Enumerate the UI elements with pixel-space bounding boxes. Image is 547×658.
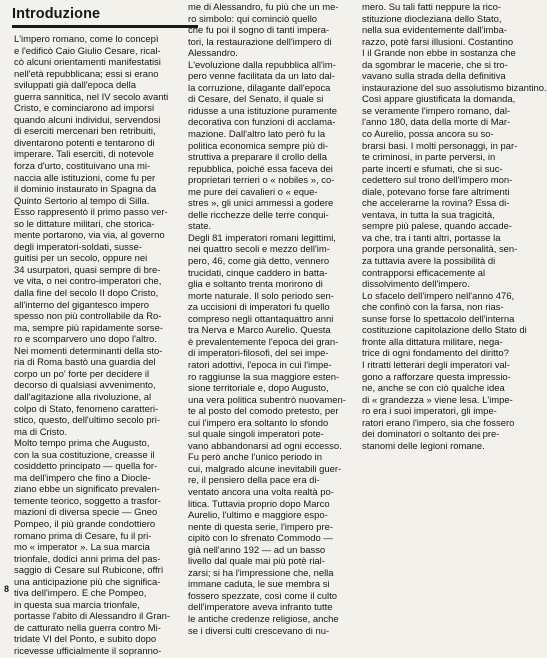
paragraph: [362, 94, 526, 290]
text-line: te criminosi, in parte perversi, in: [362, 152, 496, 164]
text-line: sione territoriale e, dopo Augusto,: [188, 383, 329, 395]
text-line: Quinto Sertorio al tempo di Silla.: [14, 195, 150, 207]
text-line: ziano ebbe un significato prevalen-: [14, 484, 160, 496]
paragraph: [14, 438, 174, 657]
text-line: so le dittature militari, che storica-: [14, 218, 155, 230]
text-line: Fu però anche l'unico periodo in: [188, 452, 323, 464]
paragraph: [362, 291, 526, 453]
text-line: dall'agitazione alla rivoluzione, al: [14, 391, 152, 403]
text-line: in questa sua marcia trionfale,: [14, 599, 140, 611]
text-column-1: [14, 34, 174, 657]
text-line: se veramente l'impero romano, dal-: [362, 105, 511, 117]
text-line: naccia alle istituzioni, come fu per: [14, 172, 156, 184]
text-line: co Aurelio, possa ancora su so-: [362, 129, 494, 141]
paragraph: [188, 2, 350, 60]
text-line: immane caduta, le sue membra si: [188, 579, 330, 591]
text-line: stituzione diocleziana dello Stato,: [362, 13, 502, 25]
text-line: pero, 46, come già detto, vennero: [188, 256, 330, 268]
text-line: nente di questa serie, l'impero pre-: [188, 521, 334, 533]
text-line: me pure dei cavalieri o « eque-: [188, 186, 318, 198]
paragraph: [188, 233, 350, 637]
text-line: spesso non più controllabile da Ro-: [14, 311, 162, 323]
text-line: ma dell'impero che fino a Diocle-: [14, 472, 151, 484]
text-line: fronte alla dittatura militare, nega-: [362, 336, 503, 348]
text-line: Così appare giustificata la domanda,: [362, 94, 516, 106]
text-line: I ritratti letterari degli imperatori val-: [362, 359, 510, 371]
text-line: ro era i suoi imperatori, gli impe-: [362, 406, 497, 418]
text-line: guitisi per un secolo, oppure nei: [14, 253, 148, 265]
text-line: romano prima di Cesare, fu il pri-: [14, 530, 152, 542]
text-line: ro e scomparvero uno dopo l'altro.: [14, 334, 157, 346]
paragraph: [14, 34, 174, 438]
text-line: politica economica sempre più di-: [188, 140, 329, 152]
text-line: pero venne facilitata da un lato dal-: [188, 71, 335, 83]
text-line: 34 usurpatori, quasi sempre di bre-: [14, 264, 161, 276]
text-line: sul quale singoli imperatori pote-: [188, 429, 324, 441]
text-line: cui l'impero era soltanto lo sfondo: [188, 417, 329, 429]
text-line: trucidati, cinque caddero in batta-: [188, 267, 328, 279]
text-line: all'interno del gigantesco impero: [14, 299, 150, 311]
text-line: stanomi delle legioni romane.: [362, 440, 485, 452]
text-line: struttiva a preparare il crollo della: [188, 152, 328, 164]
text-line: me di Alessandro, fu più che un me-: [188, 2, 339, 13]
text-line: la corruzione, dilagante dall'epoca: [188, 82, 331, 94]
text-line: dei dominatori o soltanto dei pre-: [362, 429, 500, 441]
text-line: imperare. Tali eserciti, di notevole: [14, 149, 154, 161]
text-line: Cristo, e cominciarono ad imporsi: [14, 103, 155, 115]
text-line: compreso negli ottantaquattro anni: [188, 313, 334, 325]
text-line: e l'edificò Caio Giulio Cesare, rical-: [14, 45, 161, 57]
text-line: già nell'anno 192 — ad un basso: [188, 544, 326, 556]
text-line: L'evoluzione dalla repubblica all'im-: [188, 59, 336, 71]
text-line: cosiddetto principato — quella for-: [14, 461, 158, 473]
text-line: dalla fine del secolo II dopo Cristo,: [14, 288, 159, 300]
title-underline: [12, 25, 198, 28]
text-line: mazioni di diversa specie — Gneo: [14, 507, 158, 519]
text-line: Lo sfacelo dell'impero nell'anno 476,: [362, 290, 515, 302]
text-line: gono a rafforzare questa impressio-: [362, 371, 511, 383]
text-line: tori, la restaurazione dell'impero di: [188, 36, 332, 48]
text-line: zarsi; si ha l'impressione che, nella: [188, 567, 334, 579]
text-line: fossero spezzate, così come il culto: [188, 590, 337, 602]
text-line: za tuttavia avere la possibilità di: [362, 256, 496, 268]
text-line: degli imperatori-soldati, susse-: [14, 241, 142, 253]
text-line: stico, questo, dell'ultimo secolo pri-: [14, 415, 161, 427]
text-line: glia e soltanto trenta morirono di: [188, 279, 323, 291]
text-line: dissolvimento dell'impero.: [362, 279, 470, 291]
text-line: ventato ancora una volta realtà po-: [188, 486, 334, 498]
text-line: portasse l'abito di Alessandro il Gran-: [14, 611, 171, 623]
text-line: morte naturale. Il solo periodo sen-: [188, 290, 334, 302]
text-line: guerra sannitica, nel IV secolo avanti: [14, 91, 169, 103]
text-line: brarsi basi. I molti personaggi, in par-: [362, 140, 518, 152]
text-line: de catturato nella guerra contro Mi-: [14, 622, 161, 634]
text-line: ridusse a una istituzione puramente: [188, 105, 337, 117]
text-line: ricevesse ufficialmente il sopranno-: [14, 645, 162, 657]
section-title: Introduzione: [12, 6, 101, 22]
text-line: nell'età repubblicana; essi si erano: [14, 68, 159, 80]
text-line: mente portarono, via via, al governo: [14, 230, 165, 242]
text-line: sviluppati già dall'epoca della: [14, 80, 136, 92]
text-line: ratori adottivi, l'epoca in cui l'impe-: [188, 359, 332, 371]
text-line: con la sua costituzione, creasse il: [14, 449, 155, 461]
text-line: sempre più palese, quando accade-: [362, 221, 513, 233]
text-line: che confinò con la farsa, non rias-: [362, 302, 504, 314]
text-line: ventava, in tutta la sua tragicità,: [362, 209, 495, 221]
text-line: quando alcuni individui, servendosi: [14, 114, 161, 126]
text-line: l'anno 180, data della morte di Mar-: [362, 117, 511, 129]
text-line: forza d'urto, costituivano una mi-: [14, 161, 151, 173]
text-line: una vera politica subentrò nuovamen-: [188, 394, 346, 406]
text-column-3: [362, 2, 547, 590]
text-line: cedettero sul trono dell'impero mon-: [362, 175, 513, 187]
text-line: ne, anche se con ciò qualche idea: [362, 383, 505, 395]
text-line: I il Grande non ebbe in sostanza che: [362, 48, 516, 60]
text-line: state.: [188, 221, 212, 233]
text-line: il dominio instaurato in Spagna da: [14, 184, 157, 196]
text-line: stres », gli unici ammessi a godere: [188, 198, 334, 210]
text-line: livello dal quale mai più potè rial-: [188, 556, 325, 568]
text-line: contrapporsi efficacemente al: [362, 267, 486, 279]
text-line: Degli 81 imperatori romani legittimi,: [188, 232, 336, 244]
text-line: le antiche credenze religiose, anche: [188, 613, 339, 625]
text-line: mazione. Dall'altro lato però fu la: [188, 129, 326, 141]
text-line: trionfale, dodici anni prima del pas-: [14, 553, 161, 565]
text-line: diale, potevano forse fare altrimenti: [362, 186, 510, 198]
text-line: tra Nerva e Marco Aurelio. Questa: [188, 325, 331, 337]
page-number: 8: [4, 584, 10, 594]
text-line: ro raggiunse la sua maggiore esten-: [188, 371, 340, 383]
text-line: saggio di Cesare sul Rubicone, offrì: [14, 565, 164, 577]
text-line: che accelerarne la rovina? Essa di-: [362, 198, 510, 210]
paragraph: [188, 60, 350, 233]
text-line: dell'imperatore aveva infranto tutte: [188, 602, 333, 614]
text-line: tiva dell'impero. E che Pompeo,: [14, 588, 147, 600]
text-line: proprietari terrieri o « nobiles », co-: [188, 175, 335, 187]
text-line: è prevalentemente l'epoca dei gran-: [188, 336, 339, 348]
text-line: che fu poi il sogno di tanti impera-: [188, 25, 330, 37]
text-line: Nei momenti determinanti della sto-: [14, 345, 163, 357]
text-line: Alessandro.: [188, 48, 238, 60]
text-line: nei quattro secoli e mezzo dell'im-: [188, 244, 330, 256]
text-column-2: [188, 2, 350, 637]
text-line: decorativa con funzioni di acclama-: [188, 117, 336, 129]
text-line: Aurelio, l'ultimo e maggiore espo-: [188, 510, 328, 522]
text-line: parte incerti e sfumati, che si suc-: [362, 163, 503, 175]
text-line: decorso di qualsiasi avvenimento,: [14, 380, 156, 392]
text-line: una anticipazione più che significa-: [14, 576, 161, 588]
text-line: delle ricchezze delle terre conqui-: [188, 209, 329, 221]
text-line: di Cesare, del Senato, il quale si: [188, 94, 324, 106]
text-line: se i diversi culti crescevano di nu-: [188, 625, 330, 637]
text-line: ria di Roma bastò una guardia del: [14, 357, 156, 369]
text-line: di « grandezza » viene lesa. L'impe-: [362, 394, 513, 406]
text-line: razzo, potè farsi illusioni. Costantino: [362, 36, 514, 48]
text-line: L'impero romano, come lo concepì: [14, 34, 159, 45]
text-line: ma di Cristo.: [14, 426, 67, 438]
text-line: vavano sulla strada della definitiva: [362, 71, 506, 83]
text-line: vano abbandonarsi ad ogni eccesso.: [188, 440, 342, 452]
text-line: corpo un po' forte per decidere il: [14, 368, 150, 380]
text-line: mo « imperator ». La sua marcia: [14, 542, 150, 554]
text-line: cipitò con lo sfrenato Commodo —: [188, 533, 333, 545]
text-line: colpo di Stato, fenomeno caratteri-: [14, 403, 159, 415]
text-line: instaurazione del suo assolutismo bizantino.: [362, 82, 547, 94]
text-line: Pompeo, il più grande condottiero: [14, 518, 156, 530]
text-line: Esso rappresentò il primo passo ver-: [14, 207, 168, 219]
text-line: nella sua evidentemente dall'imba-: [362, 25, 508, 37]
text-line: temente teorico, soggetto a trasfor-: [14, 495, 161, 507]
text-line: trice di ogni fondamento del diritto?: [362, 348, 509, 360]
text-line: re, il pensiero della pace era di-: [188, 475, 320, 487]
text-line: di imperatori-filosofi, del sei impe-: [188, 348, 329, 360]
text-line: sunse forse lo spettacolo dell'interna: [362, 313, 515, 325]
text-line: diventarono potenti e tentarono di: [14, 137, 155, 149]
text-line: Molto tempo prima che Augusto,: [14, 438, 150, 450]
text-line: di eserciti mercenari ben retribuiti,: [14, 126, 156, 138]
text-line: cui, malgrado alcune inevitabili guer-: [188, 463, 342, 475]
text-line: litica. Tuttavia proprio dopo Marco: [188, 498, 330, 510]
text-line: tridate VI del Ponto, e subito dopo: [14, 634, 157, 646]
text-line: cò alcuni orientamenti manifestatisi: [14, 57, 161, 69]
text-line: da sgombrar le macerie, che si tro-: [362, 59, 508, 71]
text-line: za uccisioni di imperatori fu quello: [188, 302, 330, 314]
paragraph: [362, 2, 547, 94]
text-line: repubblica, poiché essa faceva dei: [188, 163, 333, 175]
text-line: costituzione capitolazione dello Stato di: [362, 325, 527, 337]
text-line: va che, tra i tanti altri, portasse la: [362, 232, 501, 244]
text-line: mero. Su tali fatti neppure la rico-: [362, 2, 502, 13]
text-line: te al posto del comodo pretesto, per: [188, 406, 339, 418]
text-line: ratori erano l'impero, sia che fossero: [362, 417, 515, 429]
text-line: ma, sempre più rapidamente sorse-: [14, 322, 163, 334]
text-line: ro simbolo: qui cominciò quello: [188, 13, 318, 25]
text-line: porpora una grande personalità, sen-: [362, 244, 518, 256]
text-line: ve vita, o nei contro-imperatori che,: [14, 276, 162, 288]
